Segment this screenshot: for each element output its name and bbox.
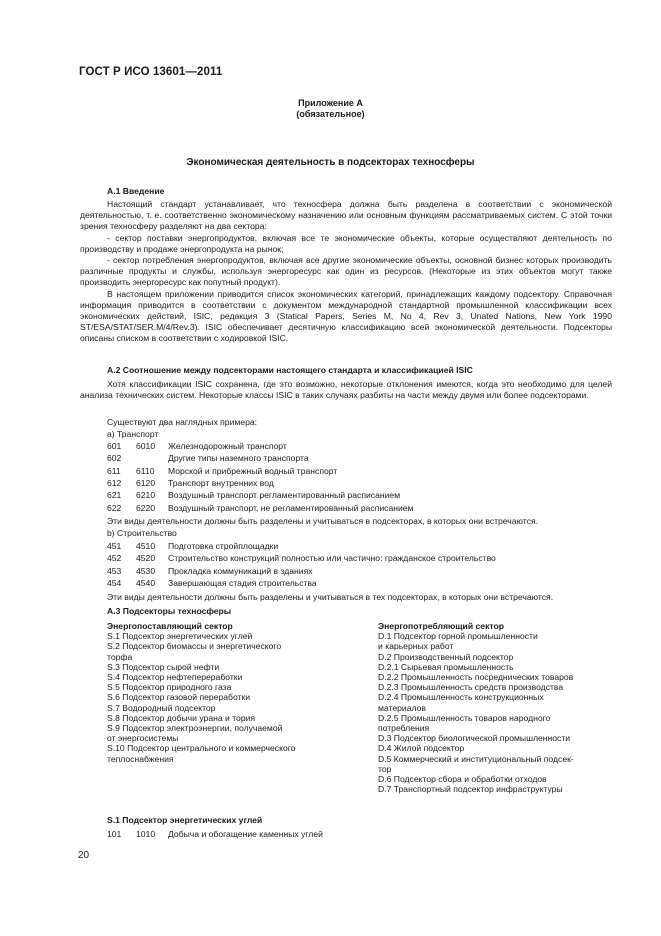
code-row (0, 541, 661, 552)
subsector-item: D.2 Производственный подсектор (378, 651, 514, 662)
a1-paragraph-3: - сектор потребления энергопродуктов, включая все другие экономические объекты, основной бизнес которых производить различные продукты и службы, используя энергоресурс как один из ресурсов. (Некоторые из этих объектов могут также производить энергоресурс как попутный продукт). (80, 255, 612, 288)
subsector-item: S.8 Подсектор добычи урана и тория (107, 712, 256, 723)
code-isic-2: 601 (107, 441, 122, 451)
a1-paragraph-2: - сектор поставки энергопродуктов, включая все те экономические объекты, которые осуществляют деятельность по производству и продаже энергопродукта на рынок; (80, 232, 612, 254)
subsector-item: D.6 Подсектор сбора и обработки отходов (378, 774, 547, 785)
code-isic-3: 6010 (136, 441, 156, 451)
subsector-s1-heading: S.1 Подсектор энергетических углей (107, 815, 263, 825)
subsector-item: S.7 Водородный подсектор (107, 702, 216, 713)
subsector-item: S.9 Подсектор электроэнергии, получаемой (107, 723, 283, 734)
a2-paragraph-1: Хотя классификации ISIC сохранена, где это возможно, некоторые отклонения имеются, когда это необходимо для целей анализа технических систем. Некоторые классы ISIC в таких случаях разбиты на части между двумя или более подсекторами. (80, 379, 612, 401)
code-isic-2: 621 (107, 490, 122, 501)
code-isic-2: 622 (107, 502, 122, 513)
subsector-item: теплоснабжения (107, 753, 174, 764)
code-isic-3: 1010 (136, 829, 156, 839)
subsector-item: S.1 Подсектор энергетических углей (107, 631, 253, 642)
demand-sector-title: Энергопотребляющий сектор (378, 621, 504, 631)
code-isic-3: 4520 (136, 553, 156, 564)
subsector-item: S.6 Подсектор газовой переработки (107, 692, 251, 703)
section-a2-intro (80, 379, 612, 401)
code-isic-3: 6110 (136, 465, 155, 476)
code-description: Строительство конструкций полностью или частично: гражданское строительство (168, 553, 496, 564)
supply-sector-column (107, 621, 295, 764)
section-a2-heading: А.2 Соотношение между подсекторами настоящего стандарта и классификацией ISIC (107, 365, 473, 375)
code-isic-2: 611 (107, 465, 121, 476)
code-isic-2: 452 (107, 553, 122, 564)
subsector-item: D.5 Коммерческий и институциональный подсек- (378, 753, 574, 764)
code-row (0, 490, 661, 501)
subsector-item: D.2.2 Промышленность посреднических товаров (378, 672, 574, 683)
subsector-item: S.4 Подсектор нефтепереработки (107, 672, 243, 683)
code-row (0, 466, 661, 477)
a1-paragraph-4: В настоящем приложении приводится список экономических категорий, принадлежащих каждому подсектору. Справочная информация приводится в соответствии с документом международной стандартной промышленной классификации всех экономических действий, ISIC, редакция 3 (Statical Papers, Series M, No 4, Rev 3, Unated Nations, New York 1990 ST/ESA/STAT/SER.M/4/Rev.3). ISIC обеспечивает десятичную классификацию всей экономической деятельности. Подсекторы описаны списком в соответствии с ходировкой ISIC. (80, 288, 612, 344)
subsector-item: S.5 Подсектор природного газа (107, 682, 232, 693)
code-row (0, 478, 661, 489)
code-row (0, 441, 661, 452)
example-b-note: Эти виды деятельности должны быть разделены и учитываться в тех подсекторах, в которых они встречаются. (107, 592, 554, 602)
example-b-label: b) Строительство (107, 528, 177, 538)
subsector-item: торфа (107, 651, 133, 662)
example-a-label: а) Транспорт (107, 429, 159, 439)
subsector-item: и карьерных работ (378, 641, 454, 652)
code-description: Добыча и обогащение каменных углей (168, 829, 323, 839)
subsector-item: S.3 Подсектор сырой нефти (107, 661, 220, 672)
code-isic-2: 101 (107, 829, 122, 839)
code-row (0, 566, 661, 577)
code-description: Воздушный транспорт, не регламентированный расписанием (168, 502, 414, 513)
code-description: Подготовка стройплощадки (168, 541, 279, 551)
code-description: Прокладка коммуникаций в зданиях (168, 565, 313, 576)
subsector-item: D.7 Транспортный подсектор инфраструктуры (378, 784, 563, 795)
code-isic-3: 4540 (136, 577, 156, 588)
code-isic-3: 6120 (136, 477, 156, 488)
code-description: Завершающая стадия строительства (168, 577, 317, 588)
a1-paragraph-1: Настоящий стандарт устанавливает, что техносфера должна быть разделена в соответствии с экономической деятельностью, т. е. соответственно экономическому назначению или основным функциям рассматриваемых систем. С этой точки зрения техносферу разделяют на два сектора: (80, 199, 612, 232)
subsector-item: D.3 Подсектор биологической промышленности (378, 733, 571, 744)
code-isic-3: 4510 (136, 541, 156, 551)
subsector-item: потребления (378, 723, 430, 734)
code-isic-3: 6210 (136, 490, 156, 501)
document-id: ГОСТ Р ИСО 13601—2011 (79, 66, 223, 78)
code-row (0, 503, 661, 514)
code-isic-2: 454 (107, 577, 122, 588)
code-description: Морской и прибрежный водный транспорт (168, 465, 338, 476)
subsector-item: от энергосистемы (107, 733, 179, 744)
subsector-item: D.2.5 Промышленность товаров народного (378, 712, 551, 723)
subsector-item: S.2 Подсектор биомассы и энергетического (107, 641, 282, 652)
subsector-item: тор (378, 763, 392, 774)
a2-paragraph-2: Существуют два наглядных примера: (107, 417, 258, 427)
section-a3-heading: А.3 Подсекторы техносферы (107, 606, 232, 616)
appendix-subtitle: (обязательное) (296, 109, 365, 119)
subsector-item: D.2.4 Промышленность конструкционных (378, 692, 544, 703)
main-title: Экономическая деятельность в подсекторах техносферы (186, 157, 475, 168)
code-row (0, 553, 661, 564)
code-isic-2: 602 (107, 453, 122, 464)
page-number: 20 (78, 850, 90, 861)
example-a-note: Эти виды деятельности должны быть разделены и учитываться в подсекторах, в которых они встречаются. (107, 516, 538, 526)
code-description: Другие типы наземного транспорта (168, 453, 309, 464)
code-description: Железнодорожный транспорт (168, 441, 287, 451)
demand-sector-column (378, 621, 574, 794)
section-a1-body (80, 199, 612, 345)
subsector-item: D.2.1 Сырьевая промышленность (378, 661, 514, 672)
code-isic-2: 612 (107, 477, 122, 488)
code-row (0, 453, 661, 464)
code-description: Воздушный транспорт регламентированный расписанием (168, 490, 401, 501)
code-isic-2: 451 (107, 541, 122, 551)
code-isic-3: 6220 (136, 502, 156, 513)
subsector-item: материалов (378, 702, 426, 713)
code-description: Транспорт внутренних вод (168, 477, 274, 488)
subsector-item: D.2.3 Промышленность средств производства (378, 682, 564, 693)
subsector-item: D.1 Подсектор горной промышленности (378, 631, 538, 642)
supply-sector-title: Энергопоставляющий сектор (107, 621, 233, 631)
code-row (0, 578, 661, 589)
section-a1-heading: А.1 Введение (107, 186, 165, 196)
subsector-item: D.4 Жилой подсектор (378, 743, 465, 754)
appendix-title: Приложение А (298, 98, 363, 108)
code-isic-3: 4530 (136, 565, 156, 576)
subsector-item: S.10 Подсектор центрального и коммерческого (107, 743, 296, 754)
s1-code-row (0, 829, 661, 840)
code-isic-2: 453 (107, 565, 122, 576)
